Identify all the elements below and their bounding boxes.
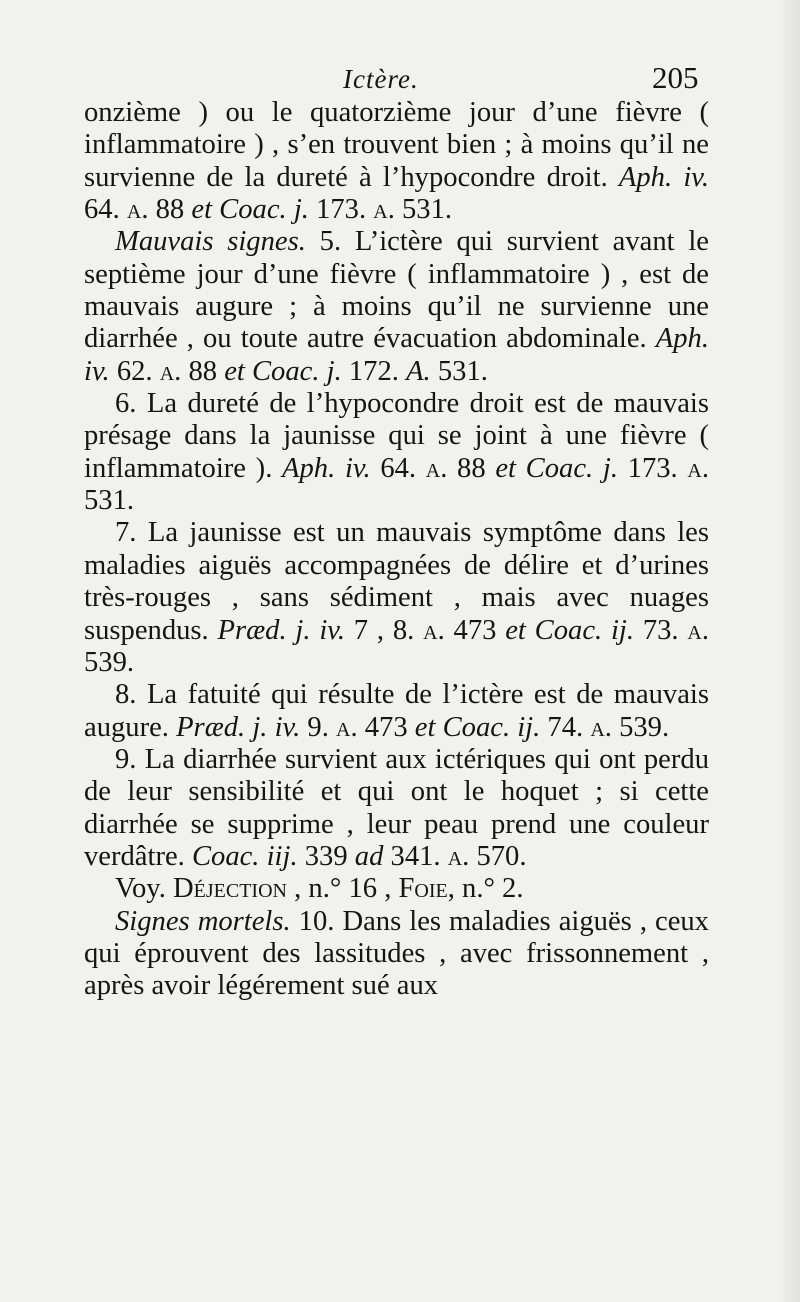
text-run: Voy. (115, 873, 173, 905)
paragraph (84, 226, 709, 388)
paragraph (84, 97, 709, 226)
italic-text: Coac. iij. (191, 840, 298, 872)
small-caps-text: a. (687, 614, 709, 646)
text-run: 341. (383, 840, 448, 872)
paragraph (84, 906, 709, 1003)
paragraph (84, 873, 709, 905)
page-edge-shadow (778, 0, 800, 1302)
text-run: 473 (357, 711, 415, 743)
text-run: 6. La dureté de l’hypocondre droit est de mauvais présage dans la jaunisse qui se joint à une fièvre ( inflammatoire ). (84, 388, 709, 484)
text-run: 473 (444, 614, 506, 646)
body-text (84, 97, 709, 1003)
text-run: 7. La jaunisse est un mauvais symptôme dans les maladies aiguës accompagnées de délire et d’urines très-rouges , sans sédiment , mais avec nuages suspendus. (84, 517, 709, 646)
small-caps-text: a. (423, 614, 445, 646)
small-caps-text: a. (687, 452, 709, 484)
running-title: Ictère. (343, 64, 419, 94)
paragraph (84, 517, 709, 679)
text-run: , n.° 16 , (286, 873, 399, 905)
page-number: 205 (652, 60, 699, 95)
italic-text: Præd. j. iv. (176, 711, 301, 743)
text-run: 9. La diarrhée survient aux ictériques qui ont perdu de leur sensibilité et qui ont le hoquet ; si cette diarrhée se supprime , leur peau prend une couleur verdâtre. (84, 743, 709, 872)
text-run: 8. La fatuité qui résulte de l’ictère est de mauvais augure. (84, 679, 709, 743)
text-run: 531. (84, 485, 135, 517)
italic-text: Præd. j. iv. (217, 614, 345, 646)
italic-text: et Coac. j. (191, 194, 309, 226)
text-run: 64. (84, 194, 127, 226)
text-run: 570. (469, 840, 527, 872)
text-run: 64. (370, 452, 426, 484)
italic-text: Signes mortels. (115, 905, 291, 937)
text-run: 5. L’ictère qui survient avant le septième jour d’une fièvre ( inflammatoire ) , est de mauvais augure ; à moins qu’il ne survienne une diarrhée , ou toute autre évacuation abdominale. (84, 226, 709, 355)
small-caps-text: a. (336, 711, 358, 743)
italic-text: ad (354, 840, 384, 872)
text-run: 531. (394, 194, 453, 226)
small-caps-text: a. (126, 194, 149, 226)
italic-text: et Coac. j. (224, 355, 342, 387)
text-run: 74. (540, 711, 591, 743)
small-caps-text: Foie (398, 873, 448, 905)
small-caps-text: a. (159, 355, 182, 387)
text-run: onzième ) ou le quatorzième jour d’une fièvre ( inflammatoire ) , s’en trouvent bien ; à moins qu’il ne survienne de la dureté à l’hypocondre droit. (84, 97, 709, 193)
small-caps-text: a. (447, 840, 470, 872)
paragraph (84, 679, 709, 744)
paragraph (84, 388, 709, 517)
text-run: 88 (447, 452, 496, 484)
italic-text: Aph. iv. (84, 323, 709, 387)
text-run: 539. (84, 646, 135, 678)
text-run: 10. Dans les maladies aiguës , ceux qui éprouvent des lassitudes , avec frissonnement , après avoir légérement sué aux (84, 905, 709, 1002)
paragraph (84, 744, 709, 873)
italic-text: et Coac. ij. (414, 711, 541, 743)
italic-text: Mauvais signes. (115, 226, 306, 258)
small-caps-text: Déjection (173, 873, 287, 905)
italic-text: A. (406, 355, 431, 387)
text-run: 173. (617, 452, 688, 484)
text-run: 88 (148, 194, 192, 226)
text-run: 88 (181, 355, 225, 387)
text-run: 539. (611, 711, 670, 743)
italic-text: et Coac. ij. (505, 614, 635, 646)
text-run: , n.° 2. (447, 873, 524, 905)
text-run: 173. (308, 194, 374, 226)
italic-text: Aph. iv. (282, 452, 371, 484)
italic-text: et Coac. j. (495, 452, 618, 484)
text-run: 531. (430, 355, 488, 387)
text-run: 73. (634, 614, 688, 646)
text-run: 9. (300, 711, 337, 743)
small-caps-text: a. (425, 452, 448, 484)
small-caps-text: a. (373, 194, 395, 226)
text-run: 7 , 8. (345, 614, 424, 646)
text-run: 172. (341, 355, 407, 387)
running-header (0, 60, 800, 100)
small-caps-text: a. (590, 711, 612, 743)
text-run: 62. (109, 355, 160, 387)
text-run: 339 (297, 840, 355, 872)
italic-text: Aph. iv. (618, 161, 709, 193)
